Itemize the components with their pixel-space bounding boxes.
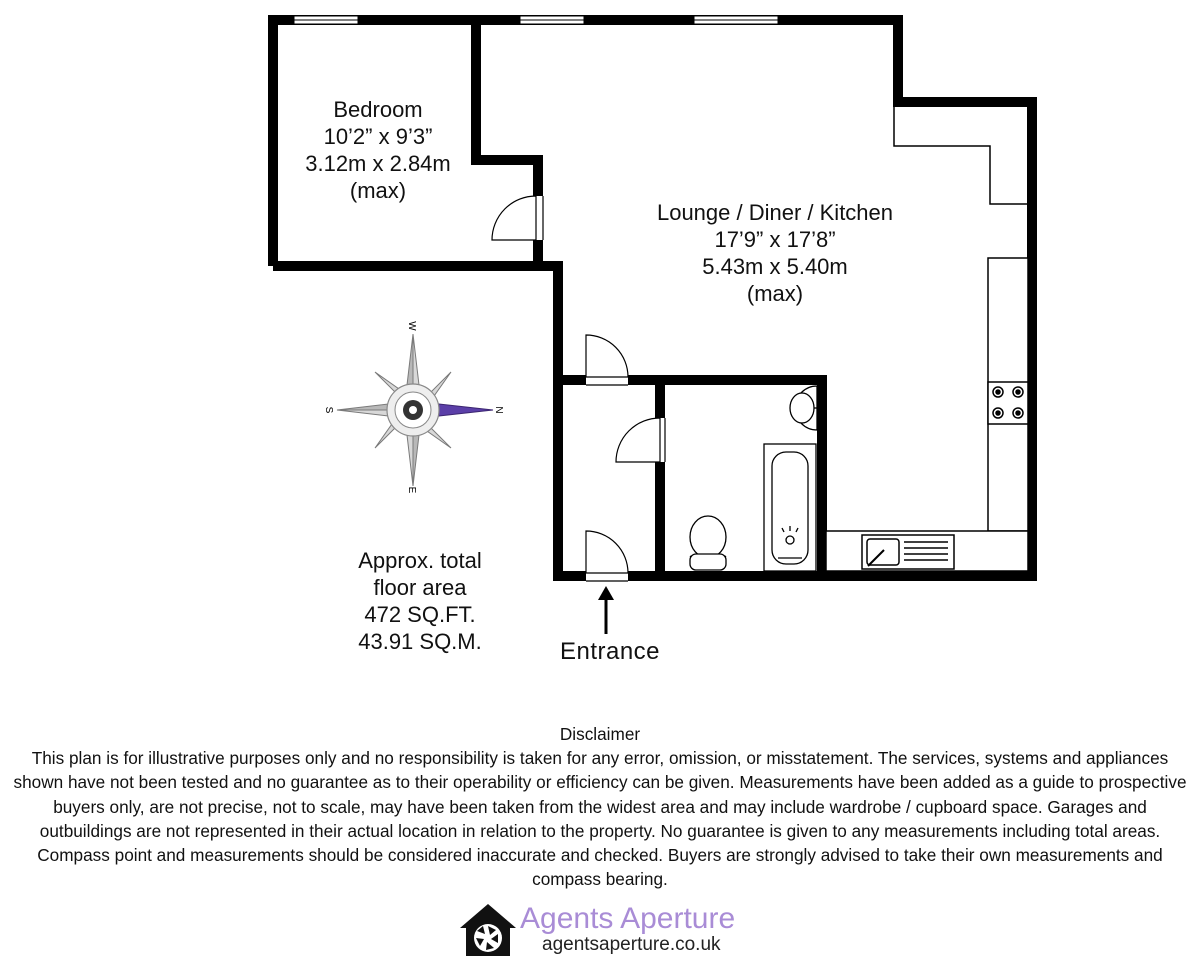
counter-top: [894, 107, 1028, 204]
bedroom-imperial: 10’2” x 9’3”: [323, 124, 433, 149]
brand-logo: [458, 900, 758, 960]
area-sqm: 43.91 SQ.M.: [358, 629, 482, 654]
area-sqft: 472 SQ.FT.: [364, 602, 476, 627]
house-aperture-icon: [458, 902, 518, 958]
kitchen-units: [826, 107, 1028, 571]
door-entrance: [586, 531, 628, 573]
entrance-arrow: [598, 586, 614, 634]
compass-rose: [323, 321, 504, 493]
basin: [790, 386, 818, 430]
door-bedroom: [492, 196, 536, 240]
bath: [764, 444, 816, 571]
door-bathroom: [616, 418, 660, 462]
compass-label-w: W: [406, 321, 417, 331]
total-area-label: [300, 547, 540, 655]
lounge-name: Lounge / Diner / Kitchen: [656, 200, 894, 225]
toilet: [690, 516, 726, 570]
bedroom-note: (max): [349, 178, 407, 203]
lounge-imperial: 17’9” x 17’8”: [714, 227, 836, 252]
bedroom-name: Bedroom: [333, 97, 423, 122]
disclaimer: [0, 722, 1200, 891]
door-hall: [586, 335, 628, 377]
lounge-metric: 5.43m x 5.40m: [702, 254, 848, 279]
entrance-label: Entrance: [559, 638, 661, 665]
lounge-label: [610, 199, 940, 307]
brand-name: Agents Aperture: [520, 902, 736, 935]
kitchen-sink: [862, 535, 954, 569]
disclaimer-body: This plan is for illustrative purposes only and no responsibility is taken for any error, omission, or misstatement. The services, systems and appliances shown have not been tested and no guarantee as to their operability or efficiency can be given. Measurements have been added as a guide to prospective buyers only, are not precise, not to scale, may have been taken from the widest area and may include wardrobe / cupboard space. Garages and outbuildings are not represented in their actual location in relation to the property. No guarantee is given to any measurements including total areas. Compass point and measurements should be considered inaccurate and checked. Buyers are strongly advised to take their own measurements and compass bearing.: [13, 748, 1187, 890]
compass-label-n: N: [493, 406, 504, 414]
bedroom-label: [268, 96, 488, 204]
compass-label-e: E: [406, 486, 417, 494]
lounge-note: (max): [746, 281, 804, 306]
disclaimer-title: Disclaimer: [559, 724, 641, 744]
area-line1: Approx. total: [358, 548, 482, 573]
compass-label-s: S: [323, 406, 334, 414]
brand-url: agentsaperture.co.uk: [542, 934, 721, 955]
hob: [988, 382, 1028, 424]
bedroom-metric: 3.12m x 2.84m: [305, 151, 451, 176]
area-line2: floor area: [373, 575, 467, 600]
bathroom-fittings: [690, 386, 818, 571]
